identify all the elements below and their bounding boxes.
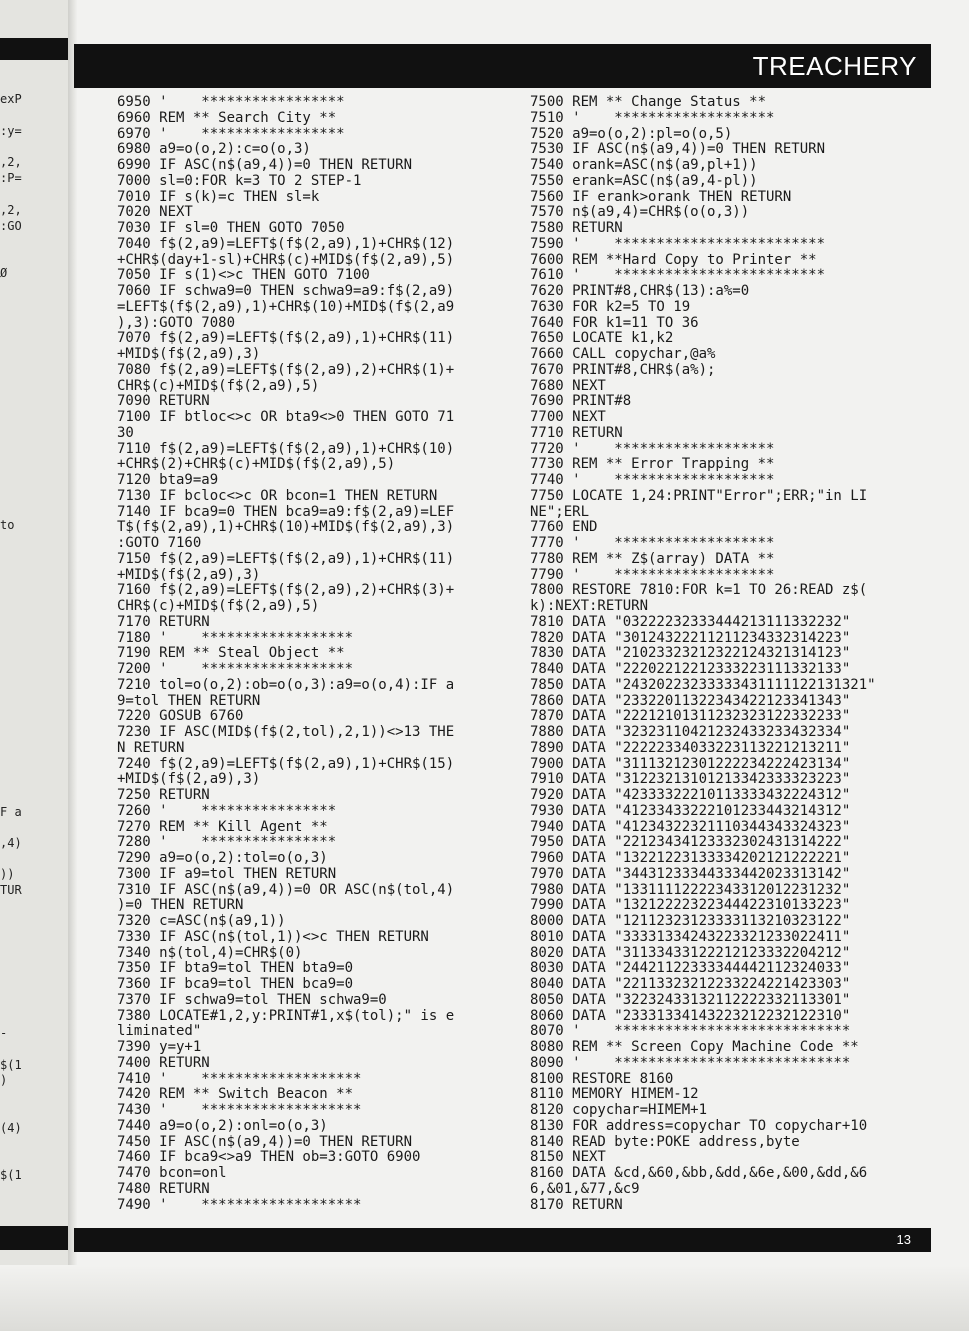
code-line: 7880 DATA "32323110421232433233432334": [530, 724, 851, 740]
previous-page-text-fragment: -: [0, 1026, 8, 1040]
code-line: 7330 IF ASC(n$(tol,1))<>c THEN RETURN: [117, 928, 429, 945]
code-line: +MID$(f$(2,a9),3): [117, 771, 261, 788]
previous-page-text-fragment: Ø: [0, 266, 8, 280]
code-line: 7220 GOSUB 6760: [117, 708, 244, 725]
previous-page-text-fragment: ,2,: [0, 203, 22, 217]
code-line: 7720 ' *******************: [530, 440, 775, 457]
code-line: 7240 f$(2,a9)=LEFT$(f$(2,a9),1)+CHR$(15): [117, 755, 455, 772]
code-line: 7760 END: [530, 519, 598, 536]
code-line: N RETURN: [117, 739, 185, 756]
code-line: 7630 FOR k2=5 TO 19: [530, 298, 691, 315]
previous-page-text-fragment: )): [0, 867, 15, 881]
code-line: 7260 ' ****************: [117, 802, 337, 819]
code-line: 8090 ' ****************************: [530, 1054, 851, 1071]
code-line: 7190 REM ** Steal Object **: [117, 645, 345, 662]
code-line: 7150 f$(2,a9)=LEFT$(f$(2,a9),1)+CHR$(11): [117, 550, 455, 567]
code-line: 8170 RETURN: [530, 1196, 623, 1213]
code-line: 7740 ' *******************: [530, 472, 775, 488]
code-line: 7950 DATA "22123434123332302431314222": [530, 834, 851, 851]
code-line: 7030 IF sl=0 THEN GOTO 7050: [117, 220, 345, 236]
code-line: 8010 DATA "33331334243223321233022411": [530, 928, 851, 945]
code-line: 7050 IF s(1)<>c THEN GOTO 7100: [117, 267, 370, 284]
previous-page-text-fragment: exP: [0, 92, 22, 106]
code-line: 7280 ' ****************: [117, 834, 337, 851]
code-line: 7390 y=y+1: [117, 1039, 202, 1055]
code-line: 8120 copychar=HIMEM+1: [530, 1102, 708, 1118]
code-line: 8030 DATA "24421122333344442112324033": [530, 960, 851, 977]
code-line: 7840 DATA "22202212212333223111332133": [530, 661, 851, 677]
previous-page-text-fragment: $(1: [0, 1168, 22, 1182]
code-line: 7470 bcon=onl: [117, 1165, 227, 1181]
code-line: 7170 RETURN: [117, 613, 210, 630]
code-line: 8050 DATA "32232433132112222332113301": [530, 991, 851, 1008]
code-line: 7420 REM ** Switch Beacon **: [117, 1086, 354, 1103]
code-line: 7380 LOCATE#1,2,y:PRINT#1,x$(tol);" is e: [117, 1007, 455, 1024]
code-line: 7810 DATA "03222232333444213111332232": [530, 613, 851, 630]
code-line: 6950 ' *****************: [117, 94, 345, 110]
code-line: 7550 erank=ASC(n$(a9,4-pl)): [530, 172, 758, 189]
previous-page-footer-bar: [0, 1226, 72, 1250]
code-line: T$(f$(2,a9),1)+CHR$(10)+MID$(f$(2,a9),3): [117, 519, 455, 536]
code-line: 7960 DATA "13221223133334202121222221": [530, 850, 851, 866]
previous-page-text-fragment: TUR: [0, 883, 22, 897]
code-line: 7110 f$(2,a9)=LEFT$(f$(2,a9),1)+CHR$(10): [117, 440, 455, 457]
code-line: 8070 ' ****************************: [530, 1023, 851, 1040]
code-line: 7830 DATA "21023323212322124321314123": [530, 645, 851, 662]
code-line: CHR$(c)+MID$(f$(2,a9),5): [117, 598, 320, 614]
code-line: 6980 a9=o(o,2):c=o(o,3): [117, 141, 311, 158]
code-line: 7310 IF ASC(n$(a9,4))=0 OR ASC(n$(tol,4): [117, 881, 455, 898]
code-line: 7890 DATA "22222334033223113221213211": [530, 739, 851, 756]
footer-bar: [74, 1228, 931, 1252]
code-line: 7130 IF bcloc<>c OR bcon=1 THEN RETURN: [117, 487, 438, 504]
code-line: 7540 orank=ASC(n$(a9,pl+1)): [530, 157, 758, 173]
code-line: 7670 PRINT#8,CHR$(a%);: [530, 361, 716, 378]
code-line: 7460 IF bca9<>a9 THEN ob=3:GOTO 6900: [117, 1149, 421, 1166]
code-line: liminated": [117, 1023, 202, 1040]
code-line: 7700 NEXT: [530, 409, 606, 425]
code-listing-left-column: [117, 95, 507, 1213]
previous-page-text-fragment: :P=: [0, 171, 22, 185]
code-line: 8100 RESTORE 8160: [530, 1070, 674, 1087]
code-line: 7770 ' *******************: [530, 535, 775, 551]
previous-page-text-fragment: ,4): [0, 836, 22, 850]
code-line: 8080 REM ** Screen Copy Machine Code **: [530, 1039, 859, 1055]
code-line: ),3):GOTO 7080: [117, 314, 236, 331]
code-line: 7100 IF btloc<>c OR bta9<>0 THEN GOTO 71: [117, 409, 455, 425]
code-line: 6960 REM ** Search City **: [117, 109, 337, 126]
code-line: 7350 IF bta9=tol THEN bta9=0: [117, 960, 354, 977]
code-line: 7010 IF s(k)=c THEN sl=k: [117, 188, 320, 205]
code-line: 7750 LOCATE 1,24:PRINT"Error";ERR;"in LI: [530, 487, 868, 504]
code-line: 7690 PRINT#8: [530, 393, 632, 410]
code-line: CHR$(c)+MID$(f$(2,a9),5): [117, 377, 320, 394]
code-line: 7270 REM ** Kill Agent **: [117, 818, 328, 835]
code-line: 7290 a9=o(o,2):tol=o(o,3): [117, 850, 328, 866]
code-line: 7300 IF a9=tol THEN RETURN: [117, 865, 337, 882]
code-line: 7900 DATA "31113212301222234222423134": [530, 755, 851, 772]
code-line: 7430 ' *******************: [117, 1102, 362, 1118]
code-line: 30: [117, 424, 134, 441]
code-line: 7500 REM ** Change Status **: [530, 94, 767, 110]
code-line: +CHR$(2)+CHR$(c)+MID$(f$(2,a9),5): [117, 456, 396, 473]
code-line: 7870 DATA "22212101311232323122332233": [530, 708, 851, 725]
code-line: 7410 ' *******************: [117, 1070, 362, 1087]
code-line: 8150 NEXT: [530, 1149, 606, 1166]
code-line: 7070 f$(2,a9)=LEFT$(f$(2,a9),1)+CHR$(11): [117, 330, 455, 347]
code-line: )=0 THEN RETURN: [117, 897, 244, 914]
code-line: 7860 DATA "23322011322343422123341343": [530, 692, 851, 709]
code-line: 7920 DATA "42333322210113333432224312": [530, 787, 851, 803]
code-line: 7650 LOCATE k1,k2: [530, 330, 674, 347]
code-line: 7970 DATA "34431233344333442023313142": [530, 865, 851, 882]
code-line: 7090 RETURN: [117, 393, 210, 410]
code-line: 7480 RETURN: [117, 1180, 210, 1197]
code-line: 7820 DATA "30124322211211234332314223": [530, 629, 851, 646]
code-line: 8110 MEMORY HIMEM-12: [530, 1086, 699, 1103]
header-bar: [74, 44, 931, 88]
code-line: 7060 IF schwa9=0 THEN schwa9=a9:f$(2,a9): [117, 283, 455, 299]
previous-page-text-fragment: $(1: [0, 1058, 22, 1072]
code-line: 7180 ' ******************: [117, 629, 354, 646]
code-line: 7230 IF ASC(MID$(f$(2,tol),2,1))<>13 THE: [117, 724, 455, 740]
code-line: NE";ERL: [530, 503, 590, 520]
code-line: 7930 DATA "41233433222101233443214312": [530, 802, 851, 819]
code-line: 7340 n$(tol,4)=CHR$(0): [117, 944, 303, 961]
code-line: 7250 RETURN: [117, 787, 210, 803]
code-line: 6,&01,&77,&c9: [530, 1180, 640, 1197]
code-line: 7320 c=ASC(n$(a9,1)): [117, 913, 286, 929]
code-line: 7490 ' *******************: [117, 1196, 362, 1213]
code-line: 7160 f$(2,a9)=LEFT$(f$(2,a9),2)+CHR$(3)+: [117, 582, 455, 599]
code-line: 7680 NEXT: [530, 377, 606, 394]
code-line: 7530 IF ASC(n$(a9,4))=0 THEN RETURN: [530, 141, 826, 158]
code-line: 7020 NEXT: [117, 204, 193, 221]
code-line: 7360 IF bca9=tol THEN bca9=0: [117, 976, 354, 992]
code-line: 7580 RETURN: [530, 220, 623, 236]
previous-page-text-fragment: :GO: [0, 219, 22, 233]
code-line: 7440 a9=o(o,2):onl=o(o,3): [117, 1117, 328, 1134]
code-line: 7040 f$(2,a9)=LEFT$(f$(2,a9),1)+CHR$(12): [117, 235, 455, 252]
code-line: 8130 FOR address=copychar TO copychar+10: [530, 1117, 868, 1134]
code-line: 7120 bta9=a9: [117, 472, 219, 488]
code-line: 8020 DATA "31133433122212123332204212": [530, 944, 851, 961]
code-line: 7210 tol=o(o,2):ob=o(o,3):a9=o(o,4):IF a: [117, 676, 455, 693]
code-line: 7640 FOR k1=11 TO 36: [530, 314, 699, 331]
previous-page-text-fragment: (4): [0, 1121, 22, 1135]
code-line: 7370 IF schwa9=tol THEN schwa9=0: [117, 991, 387, 1008]
code-line: :GOTO 7160: [117, 535, 202, 551]
previous-page-text-fragment: ,2,: [0, 155, 22, 169]
code-line: 8000 DATA "12112323123333113210323122": [530, 913, 851, 929]
code-line: =LEFT$(f$(2,a9),1)+CHR$(10)+MID$(f$(2,a9: [117, 298, 455, 315]
code-listing-right-column: [530, 95, 920, 1213]
page-number: 13: [896, 1232, 911, 1247]
code-line: 9=tol THEN RETURN: [117, 692, 261, 709]
code-line: 6970 ' *****************: [117, 125, 345, 142]
code-line: 8060 DATA "23331334143223212232122310": [530, 1007, 851, 1024]
previous-page-text-fragment: :y=: [0, 124, 22, 138]
code-line: 7660 CALL copychar,@a%: [530, 346, 716, 362]
previous-page-header-bar: [0, 38, 72, 60]
code-line: 7400 RETURN: [117, 1054, 210, 1071]
code-line: 7590 ' *************************: [530, 235, 826, 252]
page-gutter: [68, 0, 78, 1331]
code-line: 7980 DATA "13311112222343312012231232": [530, 881, 851, 898]
code-line: 7000 sl=0:FOR k=3 TO 2 STEP-1: [117, 172, 362, 189]
code-line: 7140 IF bca9=0 THEN bca9=a9:f$(2,a9)=LEF: [117, 503, 455, 520]
code-line: 7790 ' *******************: [530, 566, 775, 583]
code-line: 7570 n$(a9,4)=CHR$(o(o,3)): [530, 204, 750, 221]
previous-page-text-fragment: to: [0, 518, 15, 532]
code-line: 7610 ' *************************: [530, 267, 826, 284]
code-line: 7910 DATA "31223213101213342333323223": [530, 771, 851, 788]
code-line: 7780 REM ** Z$(array) DATA **: [530, 550, 775, 567]
page-title: TREACHERY: [752, 51, 917, 81]
code-line: 7800 RESTORE 7810:FOR k=1 TO 26:READ z$(: [530, 582, 868, 599]
code-line: k):NEXT:RETURN: [530, 598, 649, 614]
code-line: 7510 ' *******************: [530, 109, 775, 126]
code-line: 8040 DATA "22113323212233224221423303": [530, 976, 851, 992]
code-line: 6990 IF ASC(n$(a9,4))=0 THEN RETURN: [117, 157, 413, 173]
code-line: 7620 PRINT#8,CHR$(13):a%=0: [530, 283, 750, 299]
previous-page-text-fragment: ): [0, 1073, 8, 1087]
code-line: 7080 f$(2,a9)=LEFT$(f$(2,a9),2)+CHR$(1)+: [117, 361, 455, 378]
page-bottom-shadow: [0, 1265, 969, 1331]
code-line: 8160 DATA &cd,&60,&bb,&dd,&6e,&00,&dd,&6: [530, 1165, 868, 1181]
code-line: 7850 DATA "24320223233333431111122131321": [530, 676, 876, 693]
previous-page-edge: [0, 0, 72, 1331]
code-line: 8140 READ byte:POKE address,byte: [530, 1133, 800, 1150]
code-line: +CHR$(day+1-sl)+CHR$(c)+MID$(f$(2,a9),5): [117, 251, 455, 268]
code-line: 7730 REM ** Error Trapping **: [530, 456, 775, 473]
code-line: 7600 REM **Hard Copy to Printer **: [530, 251, 817, 268]
code-line: 7990 DATA "13212222322344422310133223": [530, 897, 851, 914]
code-line: +MID$(f$(2,a9),3): [117, 566, 261, 583]
code-line: 7940 DATA "41234322321110344343324323": [530, 818, 851, 835]
code-line: 7450 IF ASC(n$(a9,4))=0 THEN RETURN: [117, 1133, 413, 1150]
code-line: +MID$(f$(2,a9),3): [117, 346, 261, 362]
code-line: 7560 IF erank>orank THEN RETURN: [530, 188, 792, 205]
code-line: 7520 a9=o(o,2):pl=o(o,5): [530, 125, 733, 142]
code-line: 7710 RETURN: [530, 424, 623, 441]
code-line: 7200 ' ******************: [117, 661, 354, 677]
previous-page-text-fragment: F a: [0, 805, 22, 819]
